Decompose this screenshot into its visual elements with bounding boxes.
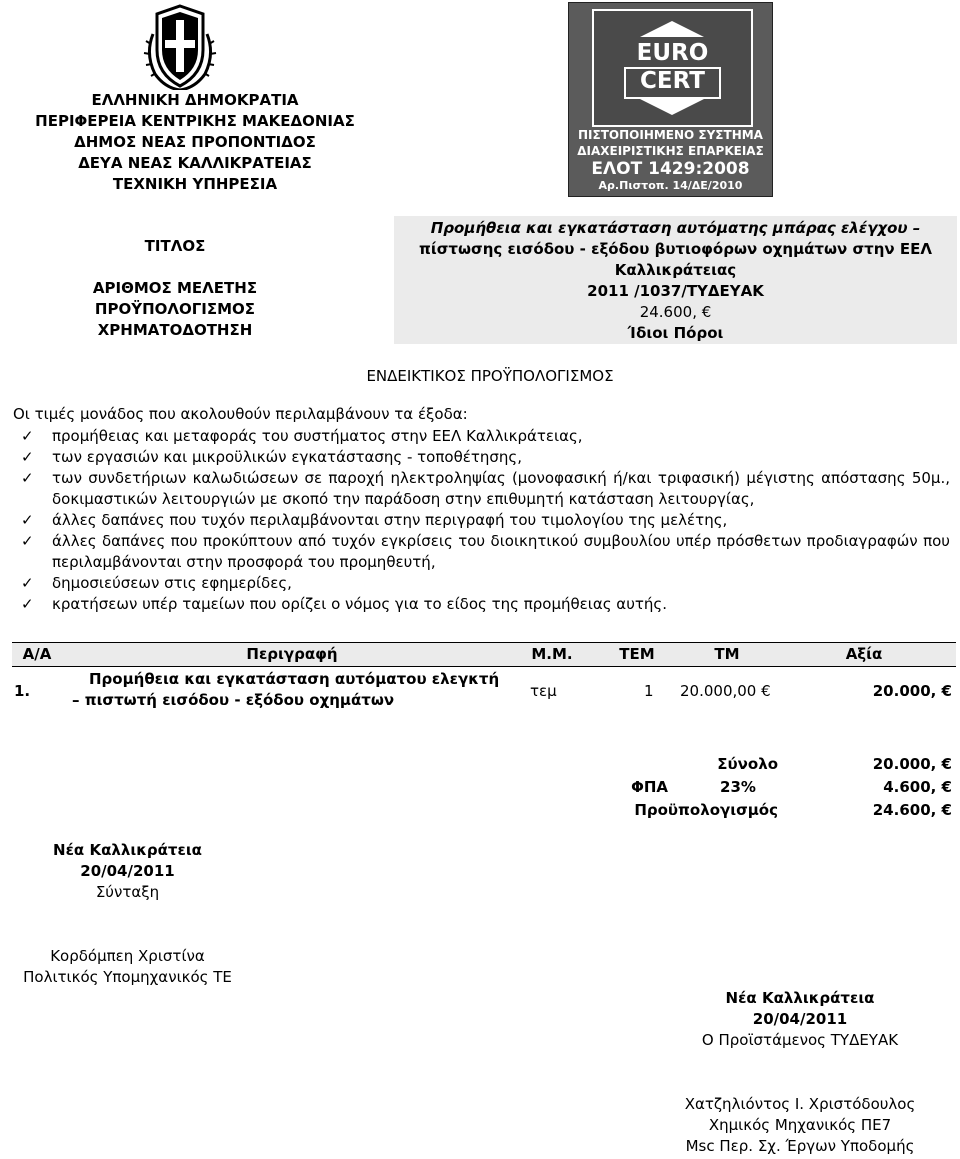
signature-date: 20/04/2011: [80, 862, 175, 880]
item-unit: τεμ: [530, 682, 557, 700]
header-unit-price: ΤΜ: [714, 645, 740, 663]
label-budget: ΠΡΟΫΠΟΛΟΓΙΣΜΟΣ: [94, 300, 256, 318]
signature-author: [0, 840, 255, 903]
study-title-line: Καλλικράτειας: [614, 261, 737, 279]
list-item: ✓ προμήθειας και μεταφοράς του συστήματος στην ΕΕΛ Καλλικράτειας,: [21, 427, 583, 445]
certification-line: ΠΙΣΤΟΠΟΙΗΜΕΝΟ ΣΥΣΤΗΜΑ: [578, 128, 763, 142]
signature-place: Νέα Καλλικράτεια: [53, 841, 202, 859]
authority-line: ΔΗΜΟΣ ΝΕΑΣ ΠΡΟΠΟΝΤΙΔΟΣ: [74, 133, 316, 151]
signatory-title: Msc Περ. Σχ. Έργων Υποδομής: [685, 1137, 915, 1155]
list-item: ✓ των εργασιών και μικροϋλικών εγκατάστασης - τοποθέτησης,: [21, 448, 522, 466]
checkmark-icon: ✓: [21, 448, 34, 466]
header-unit: Μ.Μ.: [531, 645, 573, 663]
authority-line: ΔΕΥΑ ΝΕΑΣ ΚΑΛΛΙΚΡΑΤΕΙΑΣ: [78, 154, 312, 172]
item-description-line: Προμήθεια και εγκατάσταση αυτόματου ελεγκτή: [89, 670, 500, 688]
cost-table: [12, 642, 956, 853]
item-aa: 1.: [14, 682, 31, 700]
signature-date: 20/04/2011: [752, 1010, 848, 1028]
list-item: ✓ άλλες δαπάνες που προκύπτουν από τυχόν εγκρίσεις του διοικητικού συμβουλίου υπέρ πρόσθετων προδιαγραφών που περιλαμβάνονται στην προσφορά του προμηθευτή,: [21, 532, 950, 571]
signatory-title: Χημικός Μηχανικός ΠΕ7: [708, 1116, 892, 1134]
signatory-name: Κορδόμπεη Χριστίνα: [50, 947, 205, 965]
signature-approver: [640, 988, 960, 1051]
total-sum-value: 20.000, €: [872, 755, 952, 773]
authority-line: ΕΛΛΗΝΙΚΗ ΔΗΜΟΚΡΑΤΙΑ: [91, 91, 299, 109]
certification-description: [569, 127, 772, 159]
totals-block: [12, 715, 956, 853]
item-quantity: 1: [644, 682, 654, 700]
checkmark-icon: ✓: [21, 532, 34, 550]
signature-role: Ο Προϊστάμενος ΤΥΔΕΥΑΚ: [701, 1031, 899, 1049]
vat-rate: 23%: [720, 778, 756, 796]
header-aa: Α/Α: [22, 645, 52, 663]
intro-text: Οι τιμές μονάδος που ακολουθούν περιλαμβάνουν τα έξοδα:: [13, 405, 468, 423]
label-funding: ΧΡΗΜΑΤΟΔΟΤΗΣΗ: [97, 321, 253, 339]
table-header-row: [12, 642, 956, 667]
certification-standard: ΕΛΟΤ 1429:2008: [591, 159, 750, 179]
item-description: [72, 669, 512, 711]
cost-inclusions-list: [13, 426, 950, 615]
total-sum-label: Σύνολο: [717, 755, 778, 773]
item-value: 20.000, €: [872, 682, 952, 700]
checkmark-icon: ✓: [21, 427, 34, 445]
list-item: ✓ άλλες δαπάνες που τυχόν περιλαμβάνονται στην περιγραφή του τιμολογίου της μελέτης,: [21, 511, 728, 529]
header-description: Περιγραφή: [246, 645, 338, 663]
signature-place: Νέα Καλλικράτεια: [725, 989, 875, 1007]
signature-role: Σύνταξη: [95, 883, 160, 901]
header-quantity: ΤΕΜ: [619, 645, 655, 663]
study-budget: 24.600, €: [639, 303, 712, 321]
signature-approver-name: [640, 1094, 960, 1157]
list-item: ✓ κρατήσεων υπέρ ταμείων που ορίζει ο νόμος για το είδος της προμήθειας αυτής.: [21, 595, 667, 613]
item-description-line: – πιστωτή εισόδου - εξόδου οχημάτων: [72, 691, 395, 709]
authority-line: ΠΕΡΙΦΕΡΕΙΑ ΚΕΝΤΡΙΚΗΣ ΜΑΚΕΔΟΝΙΑΣ: [35, 112, 355, 130]
section-title-text: ΕΝΔΕΙΚΤΙΚΟΣ ΠΡΟΫΠΟΛΟΓΙΣΜΟΣ: [366, 367, 614, 385]
coat-of-arms-icon: [143, 4, 217, 90]
list-item: ✓ των συνδετήριων καλωδιώσεων σε παροχή ηλεκτροληψίας (μονοφασική ή/και τριφασική) μέγιστης απόστασης 50μ., δοκιμαστικών λειτουργιών με σκοπό την παράδοση στην επιθυμητή κατάσταση λειτουργίας,: [21, 469, 950, 508]
budget-label: Προϋπολογισμός: [634, 801, 778, 819]
eurocert-word-cert: CERT: [640, 68, 705, 94]
certification-line: ΔΙΑΧΕΙΡΙΣΤΙΚΗΣ ΕΠΑΡΚΕΙΑΣ: [577, 144, 764, 158]
study-funding: Ίδιοι Πόροι: [627, 324, 724, 342]
header-value: Αξία: [845, 645, 883, 663]
study-number: 2011 /1037/ΤΥΔΕΥΑΚ: [587, 282, 764, 300]
label-title: ΤΙΤΛΟΣ: [144, 237, 206, 255]
eurocert-certification-badge: [568, 2, 773, 197]
study-info: [394, 218, 957, 344]
authority-line: ΤΕΧΝΙΚΗ ΥΠΗΡΕΣΙΑ: [112, 175, 278, 193]
checkmark-icon: ✓: [21, 574, 34, 592]
checkmark-icon: ✓: [21, 469, 34, 487]
study-title-line: Προμήθεια και εγκατάσταση αυτόματης μπάρας ελέγχου –: [430, 219, 921, 237]
vat-label: ΦΠΑ: [631, 778, 668, 796]
study-title-line: πίστωσης εισόδου - εξόδου βυτιοφόρων οχημάτων στην ΕΕΛ: [419, 240, 932, 258]
signatory-title: Πολιτικός Υπομηχανικός ΤΕ: [23, 968, 232, 986]
vat-value: 4.600, €: [883, 778, 952, 796]
section-title: [0, 366, 960, 386]
issuing-authorities: [0, 90, 390, 195]
table-row: [12, 667, 956, 715]
item-unit-price: 20.000,00 €: [680, 682, 771, 700]
checkmark-icon: ✓: [21, 595, 34, 613]
budget-value: 24.600, €: [872, 801, 952, 819]
signatory-name: Χατζηλιόντος Ι. Χριστόδουλος: [684, 1095, 916, 1113]
signature-author-name: [0, 946, 255, 988]
list-item: ✓ δημοσιεύσεων στις εφημερίδες,: [21, 574, 292, 592]
label-study-number: ΑΡΙΘΜΟΣ ΜΕΛΕΤΗΣ: [92, 279, 258, 297]
eurocert-logo: [592, 9, 753, 127]
checkmark-icon: ✓: [21, 511, 34, 529]
study-labels: [40, 236, 310, 341]
certification-number: Αρ.Πιστοπ. 14/ΔΕ/2010: [598, 179, 743, 192]
eurocert-word-euro: EURO: [636, 40, 709, 66]
